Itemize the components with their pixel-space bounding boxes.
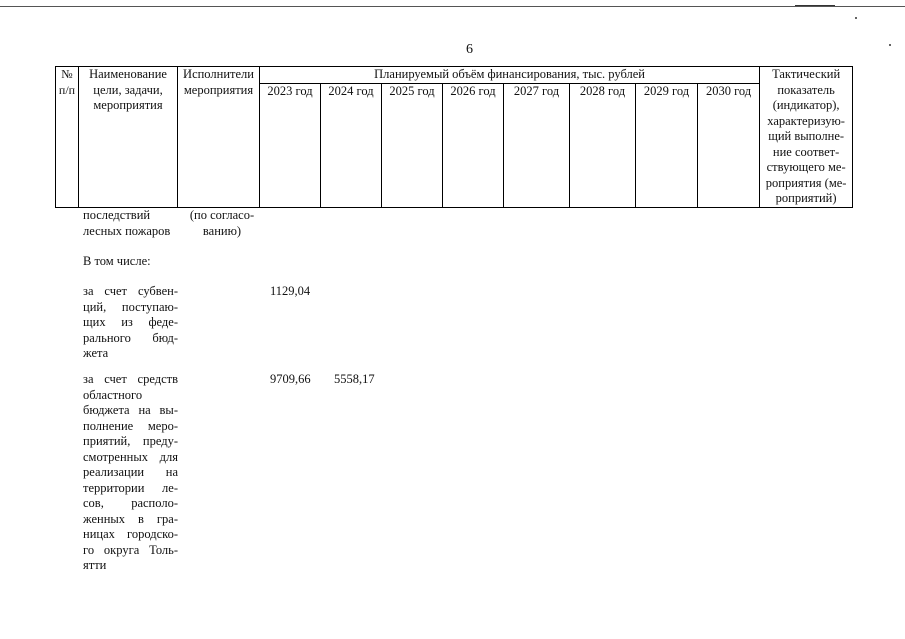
year-header: 2027 год (504, 83, 570, 207)
in-total-label: В том числе: (83, 254, 151, 268)
scan-dot (855, 17, 857, 19)
federal-2023-value: 1129,04 (270, 284, 311, 298)
col-name-header: Наименование цели, задачи, мероприятия (79, 67, 178, 208)
year-header: 2029 год (636, 83, 698, 207)
regional-budget-label: за счет средств областного бюджета на вы- полнение меро- приятий, преду- смотренных для реализации на территории ле- сов, располо- женных в гра- ницах городско- го округа Толь- ятти (83, 372, 178, 572)
funding-table-header (55, 66, 853, 208)
top-rule (0, 6, 905, 7)
col-indicator-header: Тактический показатель (индикатор), характеризую-щий выполне-ние соответ-ствующего ме-роприятия (ме-роприятий) (760, 67, 853, 208)
regional-2024-value: 5558,17 (334, 372, 375, 386)
regional-2023-value: 9709,66 (270, 372, 311, 386)
page-number: 6 (466, 42, 473, 57)
continued-executor-cell: (по согласо- ванию) (189, 208, 255, 238)
year-header: 2025 год (382, 83, 443, 207)
col-executors-header: Исполнители мероприятия (178, 67, 260, 208)
year-header: 2028 год (570, 83, 636, 207)
col-funding-header: Планируемый объём финансирования, тыс. рублей (260, 67, 760, 84)
federal-subvention-label: за счет субвен- ций, поступаю- щих из феде- рального бюд- жета (83, 284, 178, 360)
year-header: 2026 год (443, 83, 504, 207)
continued-name-cell: последствий лесных пожаров (83, 208, 171, 238)
col-number-header: № п/п (56, 67, 79, 208)
year-header: 2024 год (321, 83, 382, 207)
scan-dot (889, 44, 891, 46)
year-header: 2023 год (260, 83, 321, 207)
year-header: 2030 год (698, 83, 760, 207)
top-rule-mark (795, 5, 835, 6)
